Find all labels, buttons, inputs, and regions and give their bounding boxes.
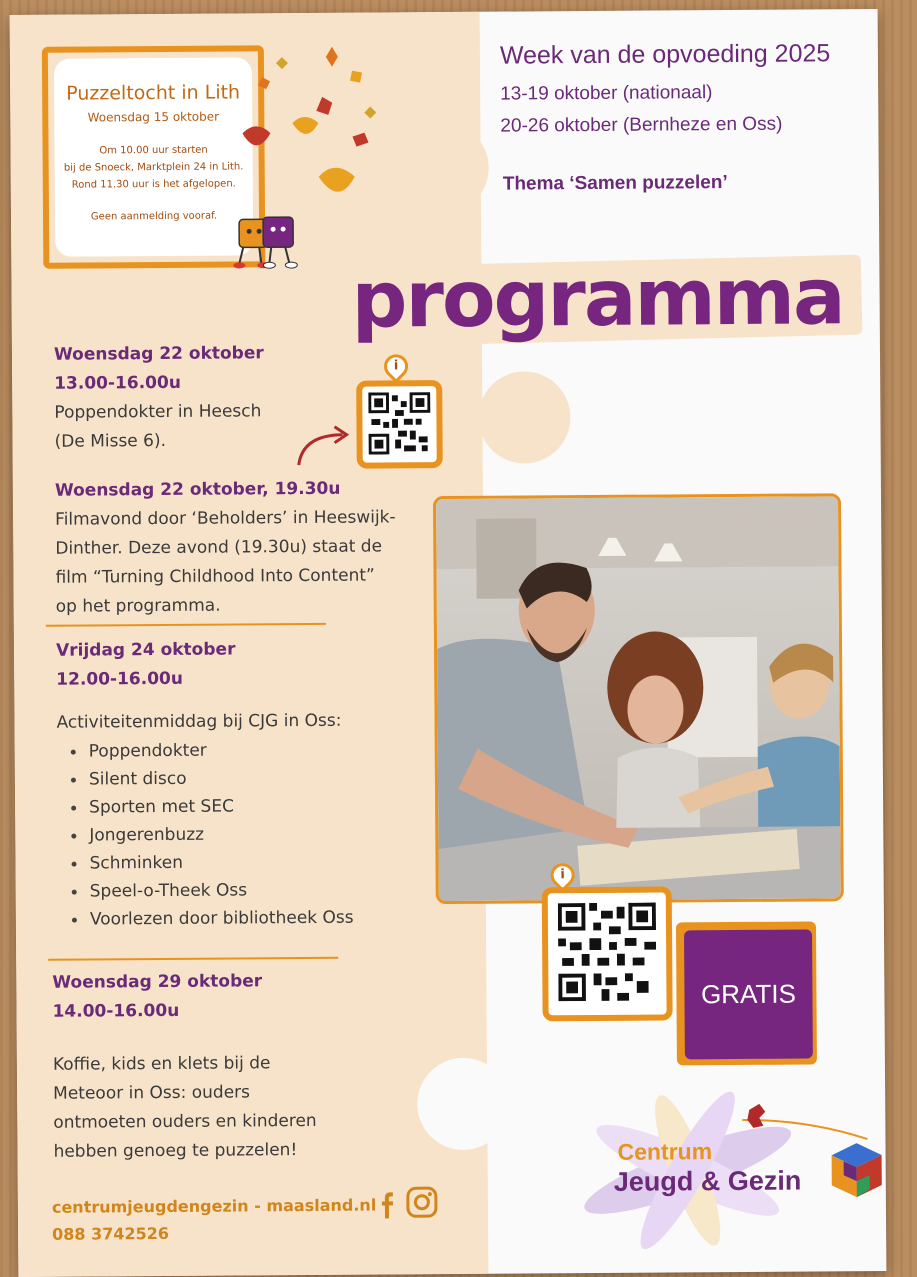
info-pin-icon: i	[546, 858, 580, 892]
event-date: Vrijdag 24 oktober	[55, 639, 236, 661]
event-3	[56, 635, 354, 934]
card-line: bij de Snoeck, Marktplein 24 in Lith.	[63, 161, 244, 174]
footer-phone: 088 3742526	[52, 1223, 170, 1244]
event-4	[52, 967, 317, 1167]
list-item: Voorlezen door bibliotheek Oss	[58, 904, 354, 934]
event-text: Meteoor in Oss: ouders	[53, 1082, 251, 1104]
family-puzzle-photo	[433, 493, 844, 904]
activity-list	[57, 736, 354, 934]
event-text: film “Turning Childhood Into Content”	[55, 565, 375, 588]
info-pin-icon: i	[379, 349, 413, 383]
card-line: Rond 11.30 uur is het afgelopen.	[71, 178, 236, 191]
date-national: 13-19 oktober (nationaal)	[500, 82, 713, 105]
theme: Thema ‘Samen puzzelen’	[502, 172, 728, 195]
event-text: Poppendokter in Heesch	[54, 401, 262, 423]
poster	[10, 9, 887, 1277]
card-title: Puzzeltocht in Lith	[66, 81, 241, 105]
instagram-icon[interactable]	[406, 1186, 438, 1218]
event-1	[54, 339, 265, 456]
list-item: Sporten met SEC	[57, 792, 353, 822]
event-text: Koffie, kids en klets bij de	[52, 1053, 271, 1075]
list-item: Silent disco	[57, 764, 353, 794]
programma-heading: programma	[351, 252, 844, 346]
logo-line-1: Centrum	[617, 1138, 713, 1165]
logo-line-2: Jeugd & Gezin	[613, 1165, 802, 1197]
event-text: ontmoeten ouders en kinderen	[53, 1110, 317, 1133]
event-2	[55, 474, 397, 621]
event-time: 13.00-16.00u	[54, 372, 181, 394]
event-text: Filmavond door ‘Beholders’ in Heeswijk-	[55, 507, 396, 530]
card-note: Geen aanmelding vooraf.	[90, 210, 218, 223]
date-regional: 20-26 oktober (Bernheze en Oss)	[500, 113, 783, 137]
puzzle-knob	[478, 371, 571, 464]
list-item: Speel-o-Theek Oss	[58, 876, 354, 906]
event-text: Dinther. Deze avond (19.30u) staat de	[55, 536, 383, 559]
event-text: Activiteitenmiddag bij CJG in Oss:	[56, 710, 342, 733]
card-date: Woensdag 15 oktober	[87, 109, 220, 125]
page-title: Week van de opvoeding 2025	[499, 39, 831, 70]
list-item: Jongerenbuzz	[57, 820, 353, 850]
qr-code-icon	[368, 392, 430, 454]
cube-logo-icon	[829, 1141, 883, 1199]
list-item: Poppendokter	[57, 736, 353, 766]
arrow-icon	[292, 421, 352, 471]
event-time: 14.00-16.00u	[52, 1000, 180, 1022]
event-text: op het programma.	[55, 595, 221, 617]
puzzle-knob	[417, 1058, 510, 1151]
qr-code-icon	[558, 903, 657, 1002]
puzzle-knob	[396, 122, 489, 215]
event-date: Woensdag 29 oktober	[52, 971, 263, 993]
autumn-leaf-icon	[222, 36, 393, 207]
gratis-badge: GRATIS	[684, 929, 813, 1059]
event-time: 12.00-16.00u	[56, 668, 184, 690]
card-line: Om 10.00 uur starten	[99, 144, 208, 157]
footer-website[interactable]: centrumjeugdengezin - maasland.nl	[51, 1195, 377, 1217]
event-text: (De Misse 6).	[54, 430, 167, 452]
event-date: Woensdag 22 oktober, 19.30u	[54, 478, 341, 501]
qr-code-1[interactable]	[356, 380, 443, 469]
puzzle-mascot-icon	[233, 213, 313, 276]
qr-code-2[interactable]	[542, 886, 673, 1021]
event-text: hebben genoeg te puzzelen!	[53, 1140, 298, 1162]
facebook-icon[interactable]	[380, 1188, 396, 1218]
list-item: Schminken	[57, 848, 353, 878]
event-date: Woensdag 22 oktober	[53, 343, 264, 365]
